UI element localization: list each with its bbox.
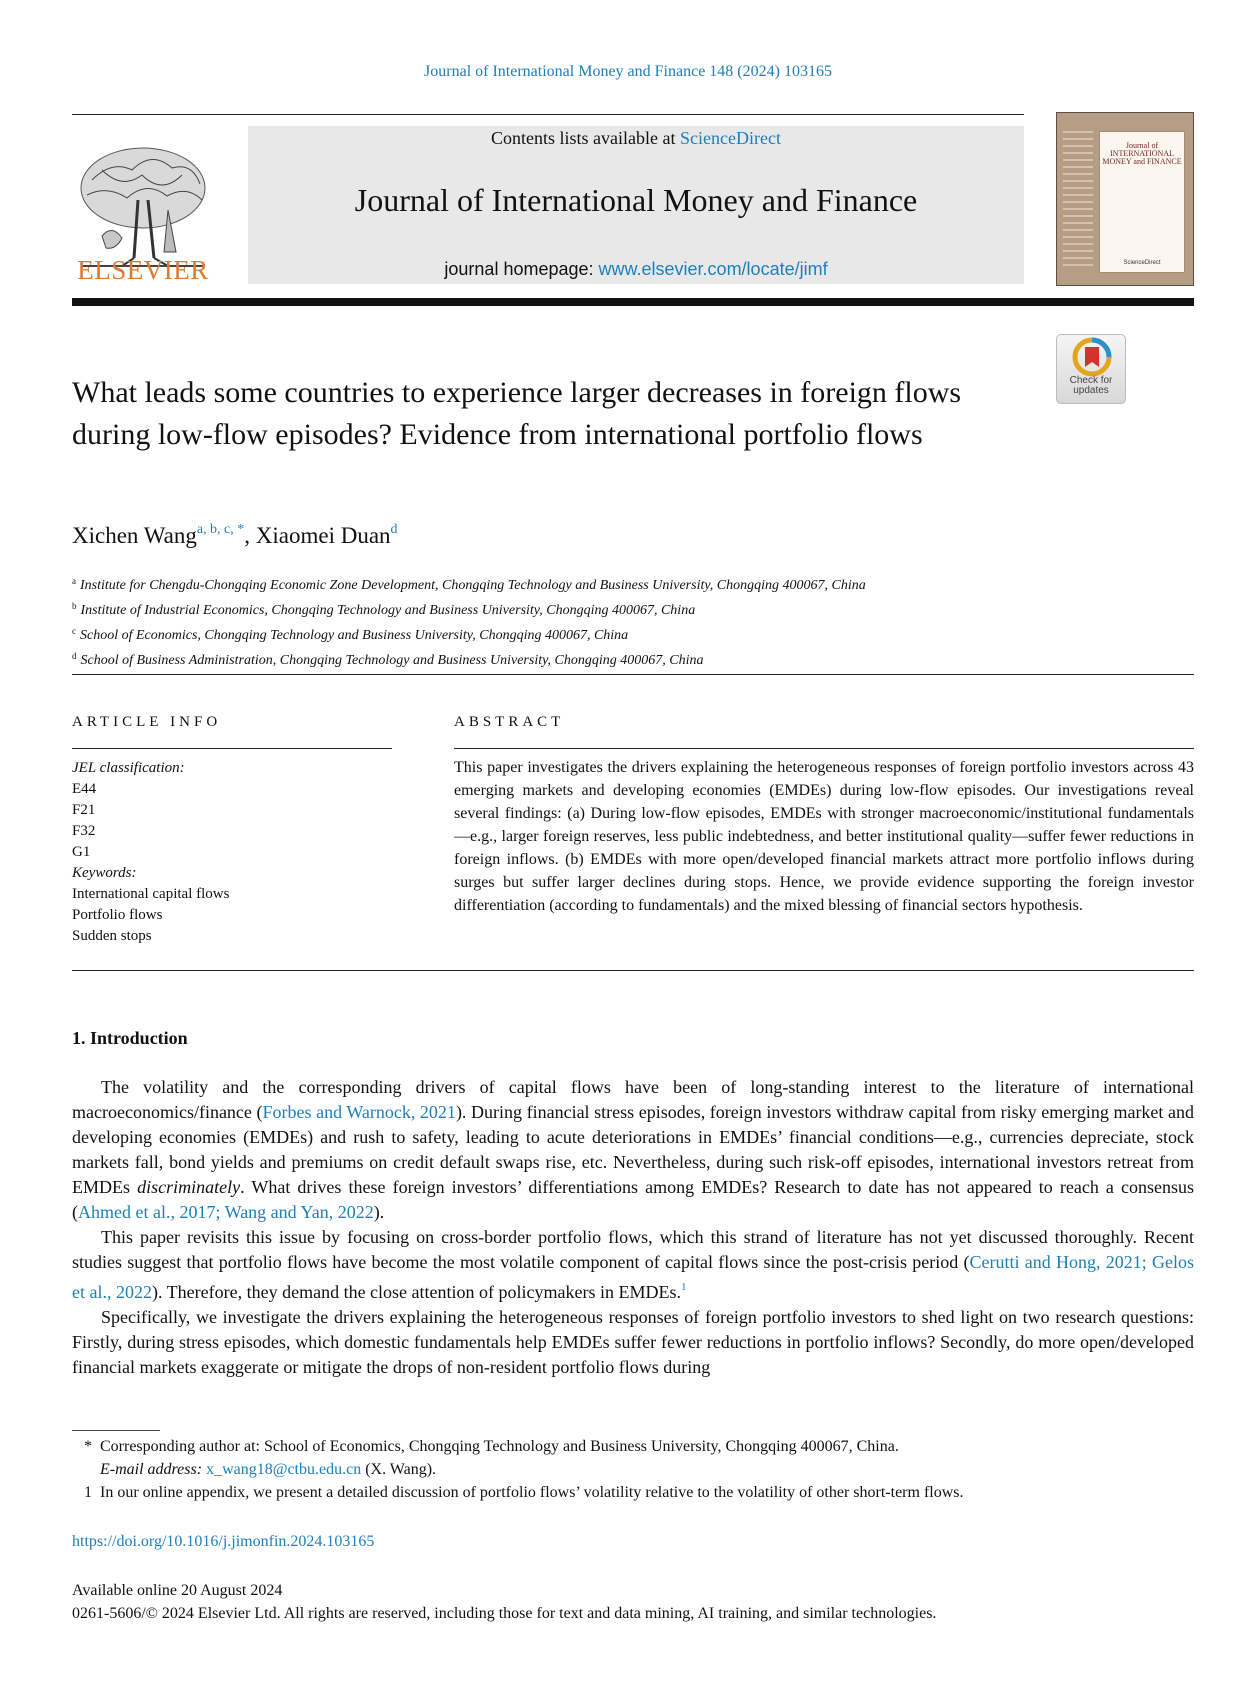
citation-link[interactable]: Ahmed et al., 2017; Wang and Yan, 2022 [78, 1202, 374, 1222]
jel-code: E44 [72, 781, 97, 797]
header-bottom-thick-rule [72, 298, 1194, 306]
author-name[interactable]: Xiaomei Duan [255, 523, 391, 548]
affiliation-label: b [72, 601, 77, 611]
article-title: What leads some countries to experience larger decreases in foreign flows during low-flow episodes? Evidence from international portfolio flows [72, 376, 962, 451]
header-top-rule [72, 114, 1024, 115]
author-separator: , [244, 523, 256, 548]
affiliation-item [72, 596, 866, 621]
cover-contents-lines [1063, 131, 1093, 271]
homepage-prefix: journal homepage: [444, 259, 599, 279]
email-suffix: (X. Wang). [361, 1461, 437, 1478]
journal-title: Journal of International Money and Finance [354, 182, 918, 218]
abstract-bottom-rule [72, 970, 1194, 971]
intro-text: This paper revisits this issue by focusing on cross-border portfolio flows, which this strand of literature has not yet discussed thoroughly. Recent studies suggest that portfolio flows have become the most volatile component of capital flows since the post-crisis period ( [72, 1227, 1194, 1272]
affiliation-text: Institute for Chengdu-Chongqing Economic Zone Development, Chongqing Technology and Business University, Chongqing 400067, China [80, 578, 866, 593]
affiliation-label: a [72, 576, 76, 586]
author-name[interactable]: Xichen Wang [72, 523, 197, 548]
homepage-link[interactable]: www.elsevier.com/locate/jimf [598, 259, 828, 279]
article-info-rule [72, 748, 392, 749]
affiliation-label: d [72, 651, 77, 661]
intro-paragraph: Specifically, we investigate the drivers explaining the heterogeneous responses of foreign portfolio investors to shed light on two research questions: Firstly, during stress episodes, which domestic fundamentals help EMDEs suffer fewer reductions in portfolio inflows? Secondly, do more open/developed financial markets exaggerate or mitigate the drops of non-resident portfolio flows during [72, 1307, 1194, 1377]
elsevier-wordmark: ELSEVIER [77, 255, 209, 285]
footnote-mark: 1 [84, 1484, 92, 1501]
footnote-ref-link[interactable]: 1 [681, 1281, 687, 1293]
keyword: Portfolio flows [72, 907, 163, 923]
affiliation-item [72, 646, 866, 671]
copyright-notice: 0261-5606/© 2024 Elsevier Ltd. All rights are reserved, including those for text and data mining, AI training, and similar technologies. [72, 1605, 937, 1622]
footnote-text: Corresponding author at: School of Economics, Chongqing Technology and Business University, Chongqing 400067, China. [100, 1438, 899, 1455]
intro-text: ). [373, 1202, 385, 1222]
title-block-rule [72, 674, 1194, 675]
check-for-updates-label: Check for updates [1069, 375, 1113, 396]
intro-emphasis: discriminately [137, 1177, 241, 1197]
citation-link[interactable]: Cerutti and Hong, 2021; Gelos et al., 2022 [72, 1252, 1194, 1302]
jel-code: F32 [72, 823, 96, 839]
abstract-heading: ABSTRACT [454, 714, 565, 730]
jel-code: F21 [72, 802, 96, 818]
contents-availability [248, 128, 1024, 149]
keywords-label: Keywords: [72, 865, 137, 881]
email-link[interactable]: x_wang18@ctbu.edu.cn [206, 1461, 362, 1478]
author-list [72, 522, 398, 549]
keyword: Sudden stops [72, 928, 152, 944]
abstract-rule [454, 748, 1194, 749]
intro-text: . What drives these foreign investors’ differentiations among EMDEs? Research to date has not appeared to reach a consensus ( [72, 1177, 1194, 1222]
author-affiliation-marks[interactable]: d [390, 522, 398, 537]
availability-info [72, 1579, 936, 1625]
available-online: Available online 20 August 2024 [72, 1582, 283, 1599]
jel-code: G1 [72, 844, 91, 860]
contents-prefix: Contents lists available at [491, 128, 680, 148]
affiliation-item [72, 571, 866, 596]
article-info-heading: ARTICLE INFO [72, 714, 222, 730]
footnote-mark: * [84, 1438, 92, 1455]
footnote-rule [72, 1430, 160, 1431]
jel-label: JEL classification: [72, 760, 185, 776]
affiliation-list [72, 571, 866, 671]
affiliation-text: School of Economics, Chongqing Technology and Business University, Chongqing 400067, China [80, 628, 629, 643]
affiliation-text: Institute of Industrial Economics, Chongqing Technology and Business University, Chongqing 400067, China [80, 603, 696, 618]
footnote-1 [72, 1481, 1194, 1504]
sciencedirect-link[interactable]: ScienceDirect [680, 128, 781, 148]
introduction-heading: 1. Introduction [72, 1028, 188, 1048]
intro-text: ). Therefore, they demand the close attention of policymakers in EMDEs. [151, 1282, 681, 1302]
footnotes [72, 1435, 1194, 1504]
journal-citation-link[interactable]: Journal of International Money and Finance 148 (2024) 103165 [424, 63, 832, 80]
journal-cover-thumbnail[interactable] [1056, 112, 1194, 286]
intro-text: ). During financial stress episodes, foreign investors withdraw capital from risky emerging market and developing economies (EMDEs) and rush to safety, leading to acute deteriorations in EMDEs’ financial conditions—e.g., currencies depreciate, stock markets fall, bond yields and premiums on credit default swaps rise, etc. Nevertheless, during such risk-off episodes, international investors retreat from EMDEs [72, 1102, 1194, 1197]
author-affiliation-marks[interactable]: a, b, c, * [196, 522, 245, 537]
introduction-body [72, 1075, 1194, 1380]
intro-text: The volatility and the corresponding drivers of capital flows have been of long-standing interest to the literature of international macroeconomics/finance ( [72, 1077, 1194, 1122]
doi-link[interactable]: https://doi.org/10.1016/j.jimonfin.2024.103165 [72, 1533, 375, 1550]
email-label: E-mail address: [100, 1461, 203, 1478]
journal-homepage [248, 259, 1024, 280]
cover-title: Journal of INTERNATIONAL MONEY and FINANCE [1102, 141, 1182, 166]
abstract-text: This paper investigates the drivers explaining the heterogeneous responses of foreign portfolio investors across 43 emerging markets and developing economies (EMDEs) during low-flow episodes. Our investigations reveal several findings: (a) During low-flow episodes, EMDEs with stronger macroeconomic/institutional fundamentals—e.g., larger foreign reserves, less public indebtedness, and better institutional quality—suffer fewer reductions in foreign inflows. (b) EMDEs with more open/developed financial markets attract more portfolio inflows during surges but suffer larger declines during stops. Hence, we provide evidence supporting the foreign investor differentiation (according to fundamentals) and the mixed blessing of financial sectors hypothesis. [454, 759, 1194, 914]
cover-panel [1099, 131, 1185, 273]
footnote-text: In our online appendix, we present a detailed discussion of portfolio flows’ volatility relative to the volatility of other short-term flows. [100, 1484, 964, 1501]
intro-paragraph [72, 1225, 1194, 1305]
footnote-email [72, 1458, 1194, 1481]
affiliation-text: School of Business Administration, Chongqing Technology and Business University, Chongqing 400067, China [80, 653, 704, 668]
affiliation-item [72, 621, 866, 646]
citation-link[interactable]: Forbes and Warnock, 2021 [262, 1102, 456, 1122]
intro-paragraph [72, 1075, 1194, 1225]
cover-footer: ScienceDirect [1123, 260, 1161, 266]
article-info-block [72, 758, 392, 947]
keyword: International capital flows [72, 886, 230, 902]
footnote-corresponding [72, 1435, 1194, 1458]
affiliation-label: c [72, 626, 76, 636]
